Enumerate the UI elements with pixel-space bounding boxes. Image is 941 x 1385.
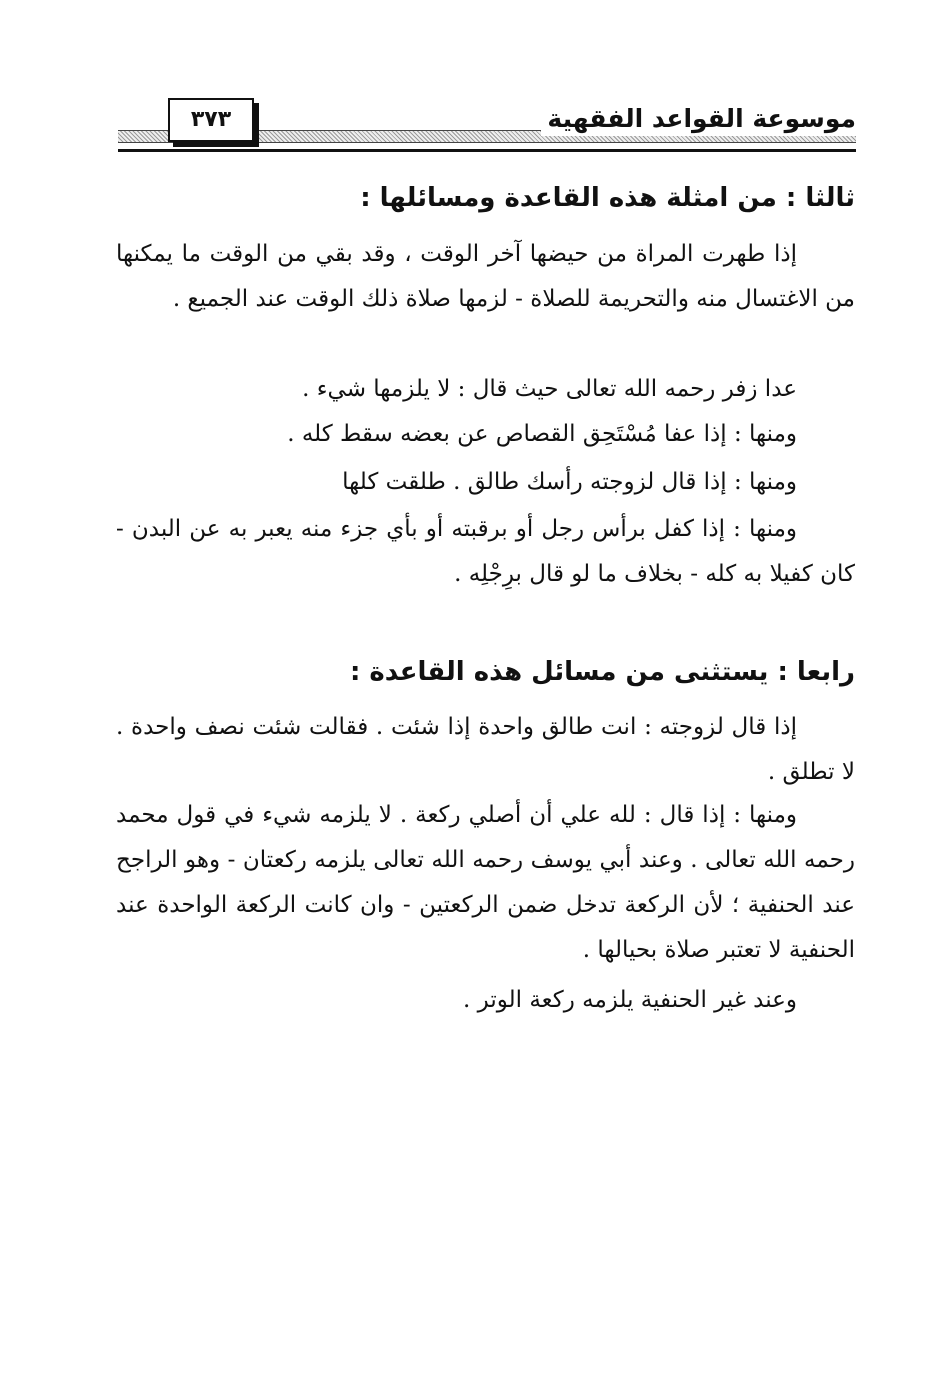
text-line: ومنها : إذا قال لزوجته رأسك طالق . طلقت كلها [342, 469, 797, 495]
text-line: وعند غير الحنفية يلزمه ركعة الوتر . [463, 987, 797, 1013]
page-number: ٣٧٣ [168, 98, 254, 142]
paragraph-text: ومنها : إذا قال : لله علي أن أصلي ركعة . لا يلزمه شيء في قول محمد رحمه الله تعالى . وعند أبي يوسف رحمه الله تعالى يلزمه ركعتان - وهو الراجح عند الحنفية ؛ لأن الركعة تدخل ضمن الركعتين - وان كانت الركعة الواحدة عند الحنفية لا تعتبر صلاة بحيالها . [116, 802, 855, 963]
book-title: موسوعة القواعد الفقهية [541, 102, 856, 136]
text-line: ومنها : إذا عفا مُسْتَحِق القصاص عن بعضه سقط كله . [287, 421, 797, 447]
paragraph-text: إذا قال لزوجته : انت طالق واحدة إذا شئت . فقالت شئت نصف واحدة . لا تطلق . [116, 714, 855, 785]
section-heading-examples: ثالثا : من امثلة هذه القاعدة ومسائلها : [360, 183, 855, 213]
paragraph-text: ومنها : إذا كفل برأس رجل أو برقبته أو بأي جزء منه يعبر به عن البدن - كان كفيلا به كله - بخلاف ما لو قال برِجْلِه . [116, 516, 855, 587]
running-header [118, 96, 856, 158]
paragraph [116, 793, 855, 973]
paragraph [116, 507, 855, 597]
paragraph [116, 232, 855, 322]
paragraph-text: إذا طهرت المراة من حيضها آخر الوقت ، وقد بقي من الوقت ما يمكنها من الاغتسال منه والتحريمة للصلاة - لزمها صلاة ذلك الوقت عند الجميع . [116, 241, 855, 312]
text-line: عدا زفر رحمه الله تعالى حيث قال : لا يلزمها شيء . [302, 376, 797, 402]
header-rule [118, 149, 856, 152]
section-heading-exceptions: رابعا : يستثنى من مسائل هذه القاعدة : [349, 657, 855, 687]
paragraph [116, 705, 855, 795]
